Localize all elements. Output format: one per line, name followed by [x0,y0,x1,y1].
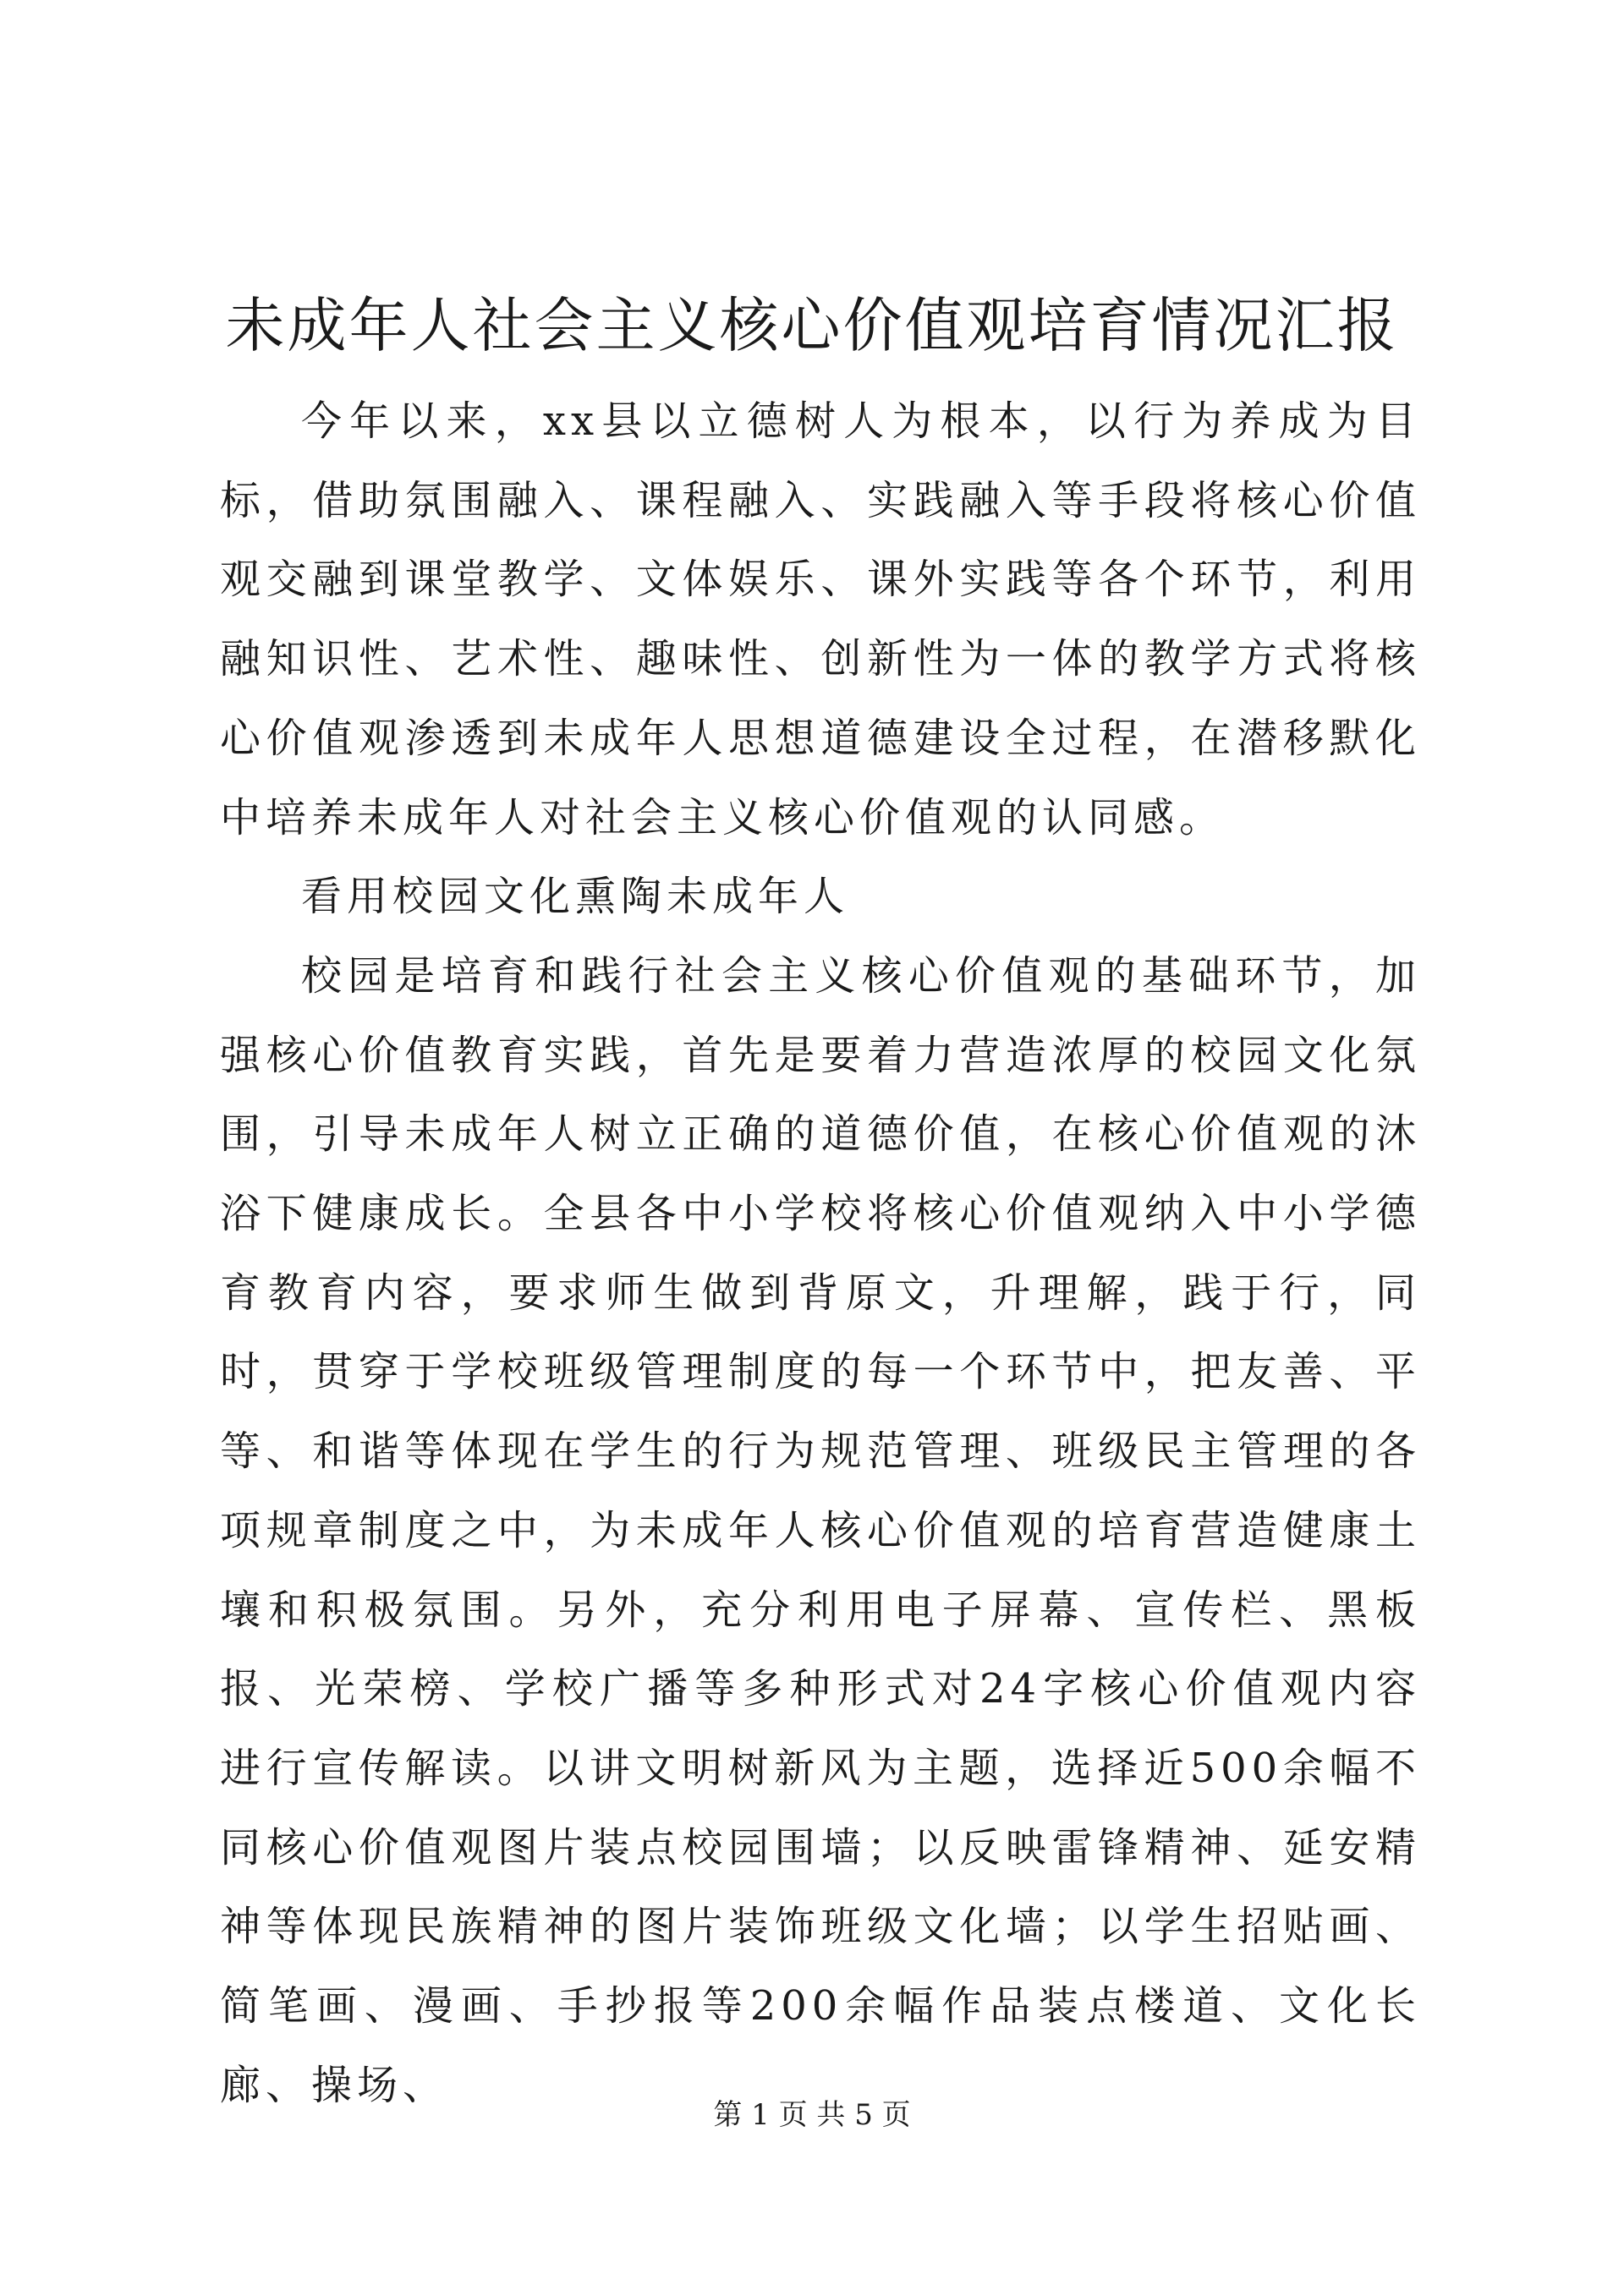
document-body [220,382,1421,2125]
body-paragraph: 校园是培育和践行社会主义核心价值观的基础环节，加强核心价值教育实践，首先是要着力营造浓厚的校园文化氛围，引导未成年人树立正确的道德价值，在核心价值观的沐浴下健康成长。全县各中小学校将核心价值观纳入中小学德育教育内容，要求师生做到背原文，升理解，践于行，同时，贯穿于学校班级管理制度的每一个环节中，把友善、平等、和谐等体现在学生的行为规范管理、班级民主管理的各项规章制度之中，为未成年人核心价值观的培育营造健康土壤和积极氛围。另外，充分利用电子屏幕、宣传栏、黑板报、光荣榜、学校广播等多种形式对24字核心价值观内容进行宣传解读。以讲文明树新风为主题，选择近500余幅不同核心价值观图片装点校园围墙；以反映雷锋精神、延安精神等体现民族精神的图片装饰班级文化墙；以学生招贴画、简笔画、漫画、手抄报等200余幅作品装点楼道、文化长廊、操场、 [220,951,1421,2109]
intro-paragraph: 今年以来，xx县以立德树人为根本，以行为养成为目标，借助氛围融入、课程融入、实践融入等手段将核心价值观交融到课堂教学、文体娱乐、课外实践等各个环节，利用融知识性、艺术性、趣味性、创新性为一体的教学方式将核心价值观渗透到未成年人思想道德建设全过程，在潜移默化中培养未成年人对社会主义核心价值观的认同感。 [220,397,1421,841]
page-number-footer: 第 1 页 共 5 页 [713,2098,911,2132]
document-title: 未成年人社会主义核心价值观培育情况汇报 [225,291,1399,360]
section-heading: 看用校园文化熏陶未成年人 [301,873,850,921]
